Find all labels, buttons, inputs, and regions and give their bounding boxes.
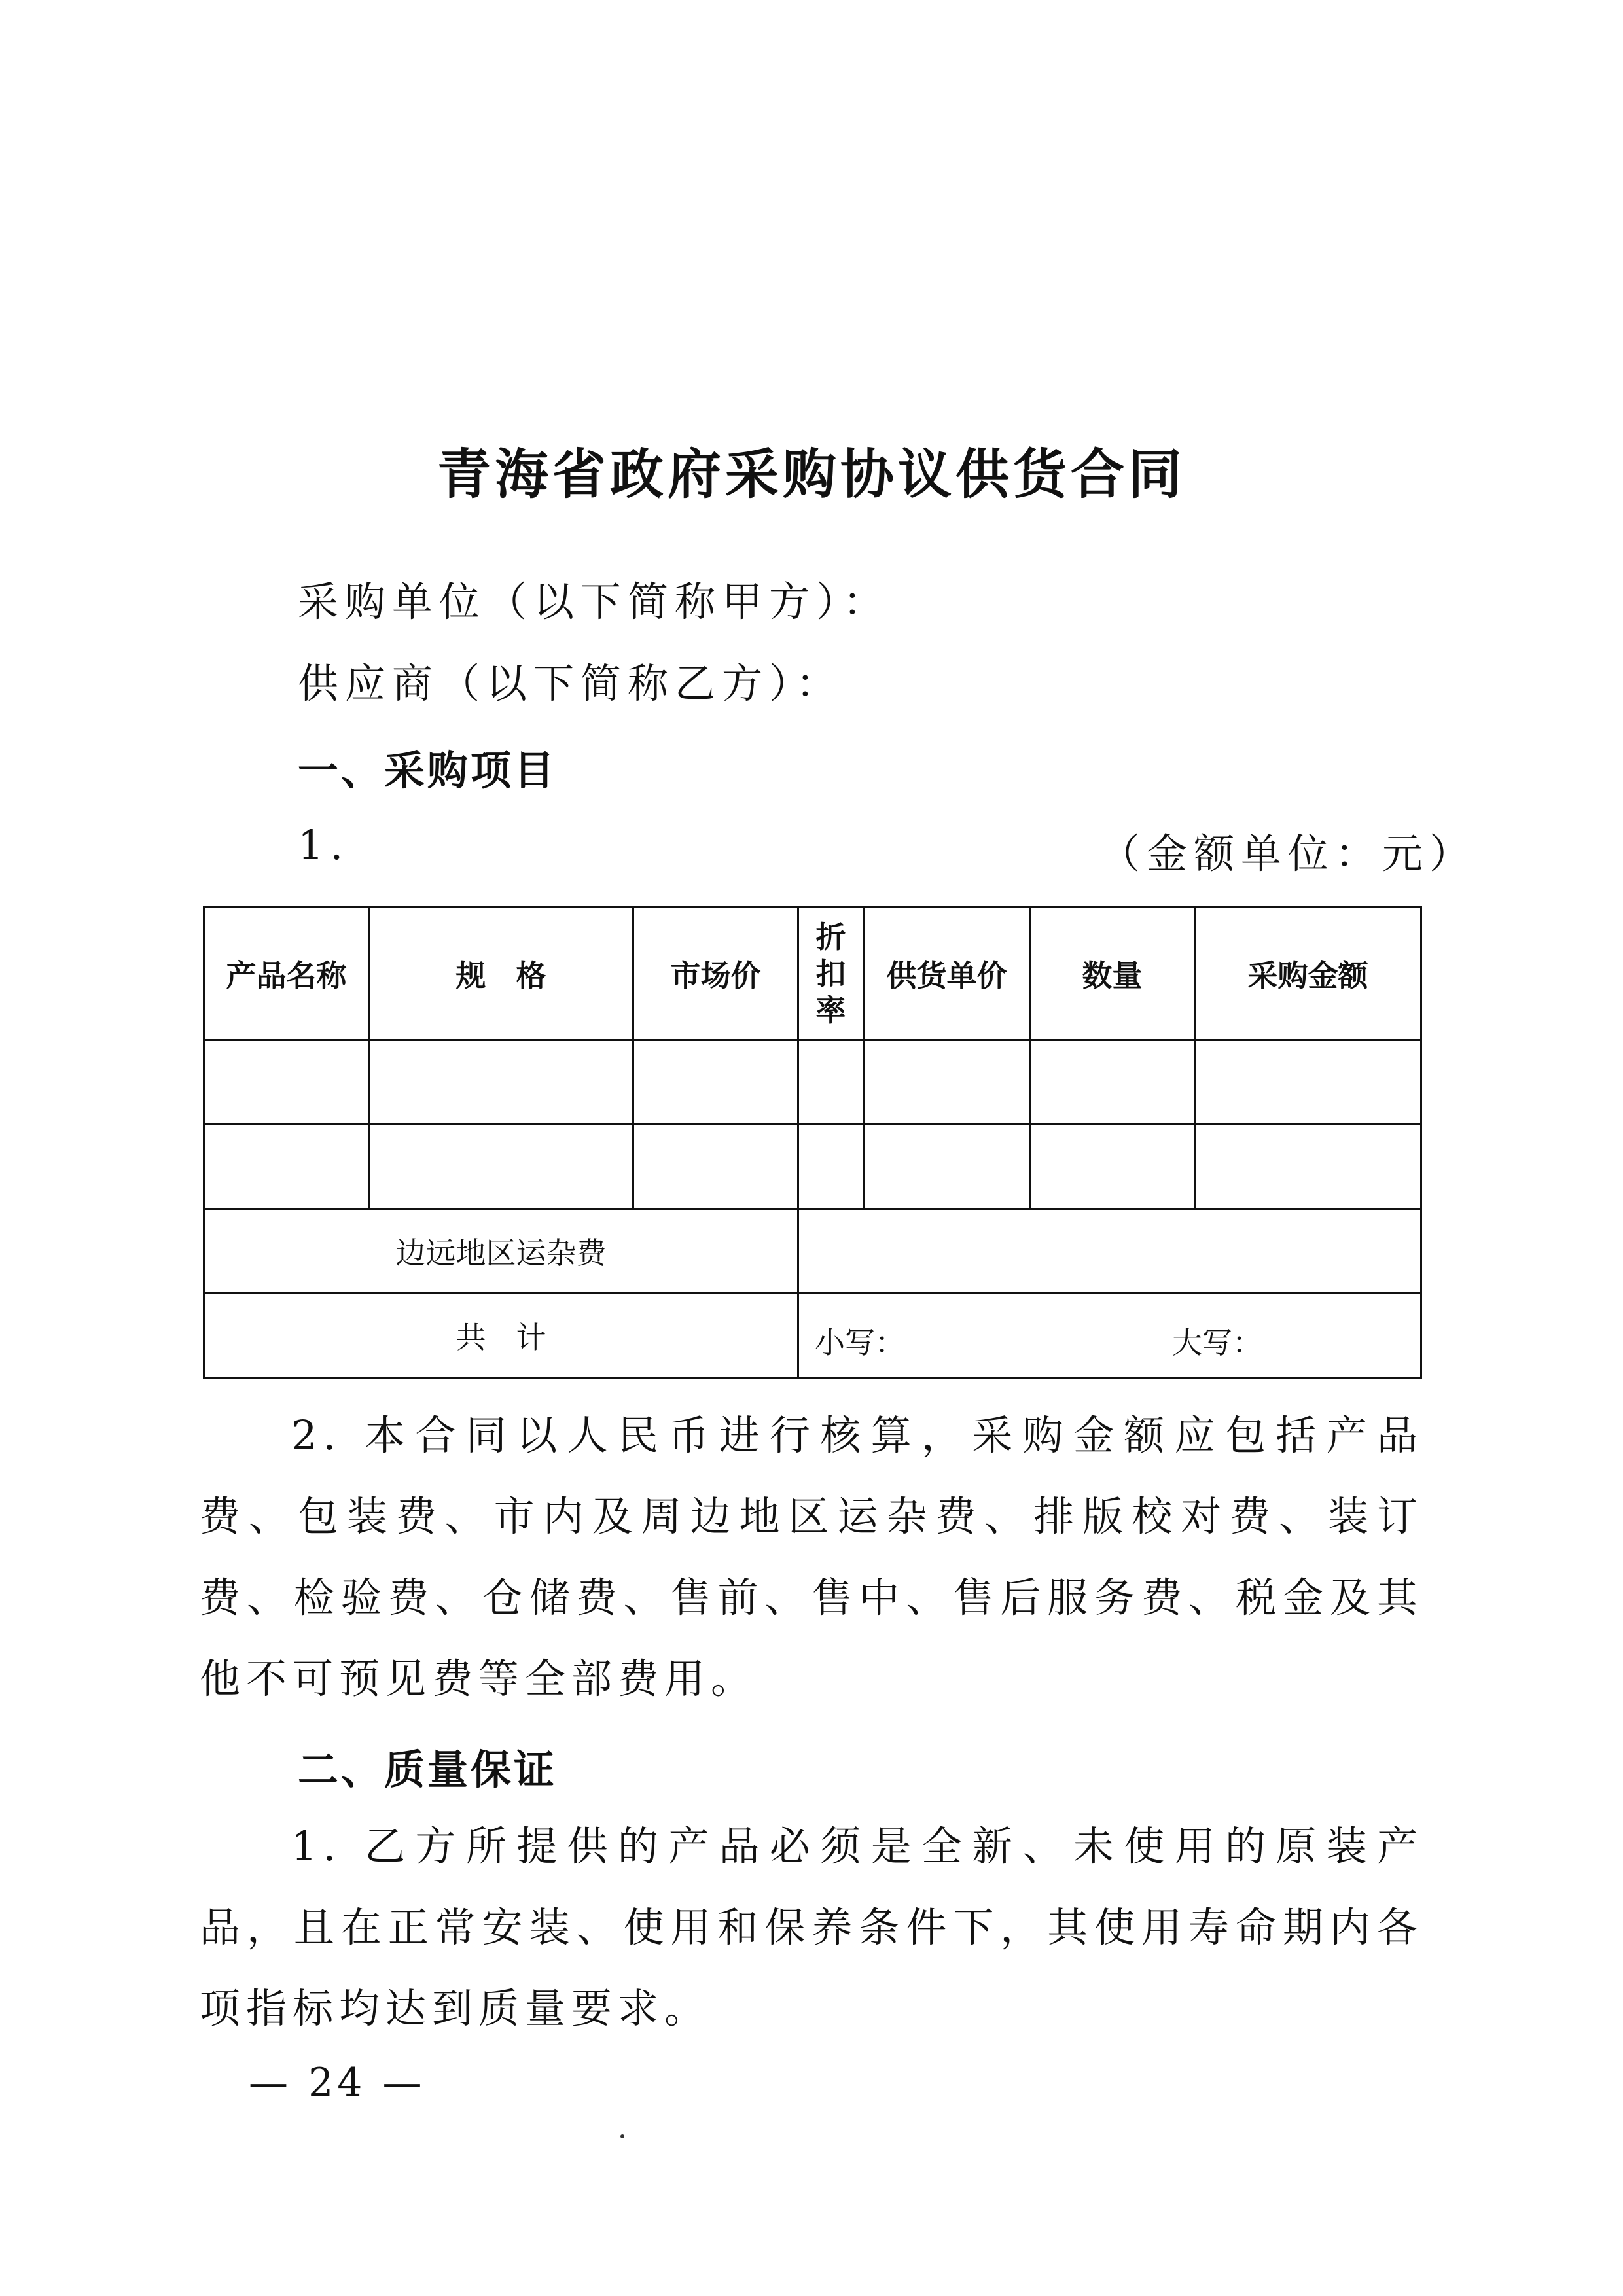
header-spec: 规 格 <box>369 908 633 1040</box>
buyer-line: 采购单位（以下简称甲方）： <box>298 578 891 626</box>
blank-cell[interactable] <box>204 1125 369 1209</box>
scan-speck <box>620 2134 624 2138</box>
page-number: — 24 — <box>249 2060 426 2106</box>
header-market-price: 市场价 <box>633 908 798 1040</box>
blank-cell[interactable] <box>798 1125 864 1209</box>
header-quantity: 数量 <box>1030 908 1195 1040</box>
blank-cell[interactable] <box>369 1125 633 1209</box>
uppercase-amount-label: 大写： <box>1172 1325 1262 1360</box>
blank-cell[interactable] <box>633 1125 798 1209</box>
freight-label: 边远地区运杂费 <box>204 1209 798 1294</box>
blank-cell[interactable] <box>1195 1040 1421 1125</box>
table-row <box>204 1040 1421 1125</box>
discount-char-1: 折 <box>815 919 846 955</box>
blank-cell[interactable] <box>633 1040 798 1125</box>
procurement-table <box>203 906 1422 1379</box>
quality-paragraph: 1. 乙方所提供的产品必须是全新、未使用的原装产品，且在正常安装、使用和保养条件下，其使用寿命期内各项指标均达到质量要求。 <box>200 1822 1423 2032</box>
blank-cell[interactable] <box>798 1040 864 1125</box>
discount-char-2: 扣 <box>815 956 846 991</box>
payment-paragraph: 2. 本合同以人民币进行核算，采购金额应包括产品费、包装费、市内及周边地区运杂费、排版校对费、装订费、检验费、仓储费、售前、售中、售后服务费、税金及其他不可预见费等全部费用。 <box>200 1411 1423 1703</box>
header-unit-price: 供货单价 <box>864 908 1030 1040</box>
item-number: 1. <box>298 821 350 869</box>
blank-cell[interactable] <box>1030 1040 1195 1125</box>
header-amount: 采购金额 <box>1195 908 1421 1040</box>
total-value-cell[interactable] <box>798 1294 1421 1378</box>
supplier-line: 供应商（以下简称乙方）： <box>298 660 844 707</box>
section2-heading: 二、质量保证 <box>298 1746 558 1793</box>
total-row <box>204 1294 1421 1378</box>
blank-cell[interactable] <box>1030 1125 1195 1209</box>
header-discount-rate <box>798 908 864 1040</box>
freight-value-cell[interactable] <box>798 1209 1421 1294</box>
section1-heading: 一、采购项目 <box>298 747 558 794</box>
table-row <box>204 1125 1421 1209</box>
discount-char-3: 率 <box>815 993 846 1028</box>
blank-cell[interactable] <box>1195 1125 1421 1209</box>
header-product-name: 产品名称 <box>204 908 369 1040</box>
table-header-row <box>204 908 1421 1040</box>
blank-cell[interactable] <box>369 1040 633 1125</box>
lowercase-amount-label: 小写： <box>815 1325 905 1360</box>
total-label: 共 计 <box>204 1294 798 1378</box>
blank-cell[interactable] <box>864 1125 1030 1209</box>
blank-cell[interactable] <box>864 1040 1030 1125</box>
blank-cell[interactable] <box>204 1040 369 1125</box>
document-title: 青海省政府采购协议供货合同 <box>437 444 1186 506</box>
amount-unit-note: （金额单位：元） <box>1099 830 1477 877</box>
freight-row <box>204 1209 1421 1294</box>
